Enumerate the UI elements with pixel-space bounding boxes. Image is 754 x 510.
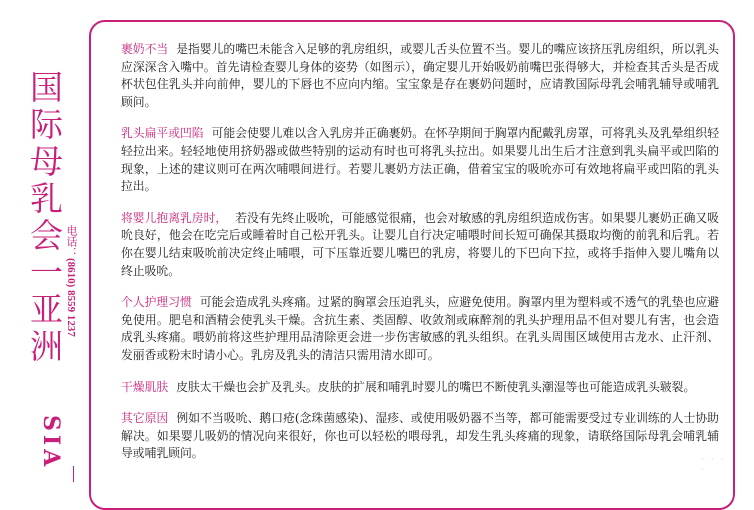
section-heading: 将婴儿抱离乳房时， <box>121 210 228 225</box>
organization-title: 国际母乳会一亚洲 <box>25 70 64 366</box>
decorative-dots: · · · · <box>701 455 726 475</box>
section-body: 若没有先终止吸吮，可能感觉很痛，也会对敏感的乳房组织造成伤害。如果婴儿裹奶正确又吸吮良好，他会在吃完后或睡着时自己松开乳头。让婴儿自行决定哺喂时间长短可确保其摄取均衡的前乳和后乳。若你在婴儿结束吸吮前决定终止哺喂，可下压靠近婴儿嘴巴的乳房，将婴儿的下巴向下拉，或将手指伸入婴儿嘴角以终止吸吮。 <box>121 210 719 278</box>
phone-number: (8610) 8559 1237 <box>65 258 77 337</box>
section-personal-care <box>121 294 719 364</box>
section-body: 是指婴儿的嘴巴未能含入足够的乳房组织，或婴儿舌头位置不当。婴儿的嘴应该挤压乳房组织，所以乳头应深深含入嘴中。首先请检查婴儿身体的姿势（如图示），确定婴儿开始吸奶前嘴巴张得够大，并检查其舌头是否成杯状包住乳头并向前伸，婴儿的下唇也不应向内缩。宝宝象是存在裹奶问题时，应请教国际母乳会哺乳辅导或哺乳顾问。 <box>121 42 719 109</box>
section-body: 例如不当吸吮、鹅口疮(念珠菌感染)、湿疹、或使用吸奶器不当等，都可能需要受过专业训练的人士协助解决。如果婴儿吸奶的情况向来很好，你也可以轻松的喂母乳，却发生乳头疼痛的现象，请联络国际母乳会哺乳辅导或哺乳顾问。 <box>121 411 719 461</box>
section-heading: 干燥肌肤 <box>121 379 169 394</box>
section-body: 皮肤太干燥也会扩及乳头。皮肤的扩展和哺乳时婴儿的嘴巴不断使乳头潮湿等也可能造成乳头皲裂。 <box>176 379 696 394</box>
phone-label: 电话： <box>65 225 78 258</box>
section-body: 可能会使婴儿难以含入乳房并正确裹奶。在怀孕期间于胸罩内配戴乳房罩，可将乳头及乳晕组织轻轻拉出来。轻轻地使用挤奶器或做些特别的运动有时也可将乳头拉出。如果婴儿出生后才注意到乳头扁平或凹陷的现象，上述的建议则可在两次哺喂间进行。若婴儿裹奶方法正确，借着宝宝的吸吮亦可有效地将扁平或凹陷的乳头拉出。 <box>121 126 719 194</box>
section-heading: 个人护理习惯 <box>121 295 192 310</box>
section-latch <box>121 41 719 111</box>
article-body <box>121 41 719 477</box>
section-removing-baby <box>121 210 719 280</box>
section-heading: 其它原因 <box>121 411 169 426</box>
section-heading: 乳头扁平或凹陷 <box>121 126 204 141</box>
asia-text-fragment: SIA <box>38 415 64 471</box>
section-body: 可能会造成乳头疼痛。过紧的胸罩会压迫乳头，应避免使用。胸罩内里为塑料或不透气的乳垫也应避免使用。肥皂和酒精会使乳头干燥。含抗生素、类固醇、收敛剂或麻醉剂的乳头护理用品不但对婴儿有害，也会造成乳头疼痛。喂奶前将这些护理用品清除更会进一步伤害敏感的乳头组织。在乳头周围区域使用古龙水、止汗剂、发丽香或粉末时请小心。乳房及乳头的清洁只需用清水即可。 <box>121 295 719 362</box>
section-other-causes <box>121 410 719 463</box>
section-flat-nipples <box>121 125 719 195</box>
section-dry-skin <box>121 379 719 397</box>
section-heading: 裹奶不当 <box>121 42 169 56</box>
phone-line <box>60 225 80 380</box>
side-divider <box>73 466 74 482</box>
